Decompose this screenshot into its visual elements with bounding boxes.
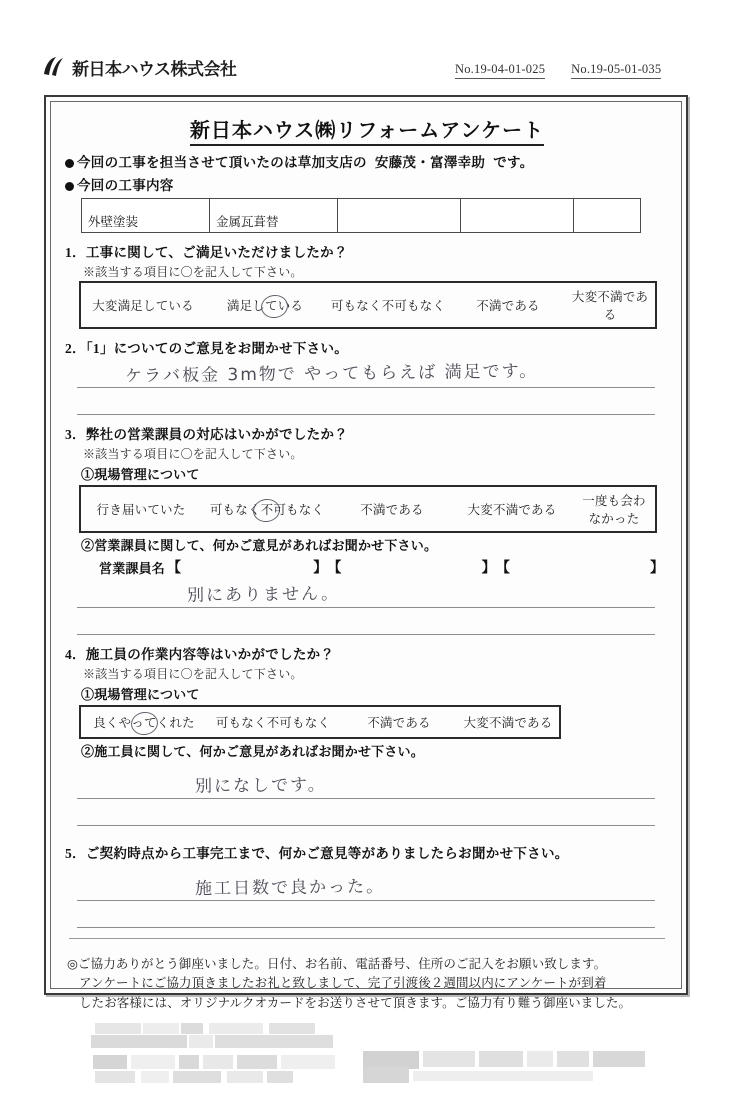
doc-number-left: No.19-04-01-025 (455, 62, 545, 79)
document-numbers (455, 62, 661, 79)
q3-option-2-label: 不満である (360, 503, 424, 517)
q4-option-2[interactable] (341, 709, 457, 735)
work-cell-1[interactable]: 外壁塗装 (82, 199, 210, 233)
question-3-write-area[interactable] (77, 581, 655, 635)
question-3-rating-table (79, 485, 657, 533)
q3-option-0-label: 行き届いていた (96, 503, 186, 517)
intro-prefix: 今回の工事を担当させて頂いたのは草加支店の (77, 155, 367, 170)
footer-note (67, 955, 671, 1013)
question-4-note: ※該当する項目に〇を記入して下さい。 (83, 667, 303, 681)
q1-option-2[interactable] (327, 285, 449, 325)
footer-line-3: したお客様には、オリジナルクオカードをお送りさせて頂きます。ご協力有り難う御座いました。 (79, 995, 632, 1010)
table-row (83, 489, 653, 529)
sales-staff-name-row (99, 557, 671, 577)
work-cell-4[interactable] (461, 199, 574, 233)
table-row (83, 285, 653, 325)
q1-option-3[interactable] (451, 285, 565, 325)
q4-option-1[interactable] (207, 709, 339, 735)
q1-option-4[interactable] (567, 285, 653, 325)
question-1-note: ※該当する項目に〇を記入して下さい。 (83, 265, 303, 279)
write-line (77, 388, 655, 415)
bullet-dot-icon (65, 159, 74, 168)
sales-staff-name-field-3[interactable]: 【 】 (495, 561, 665, 576)
intro-line (65, 151, 671, 171)
q1-option-2-label: 可もなく不可もなく (330, 299, 446, 313)
work-cell-5[interactable] (574, 199, 641, 233)
footer-divider (69, 938, 665, 939)
question-4-write-area[interactable] (77, 772, 655, 826)
page-title-text: 新日本ハウス㈱リフォームアンケート (190, 120, 544, 146)
q3-option-3[interactable] (451, 489, 573, 529)
sales-staff-name-field-2[interactable]: 【 】 (327, 561, 496, 576)
write-line (77, 772, 655, 799)
masthead (0, 0, 730, 92)
table-row (83, 709, 557, 735)
footer-line-1: ◎ご協力ありがとう御座いました。日付、お名前、電話番号、住所のご記入をお願い致します。 (67, 957, 607, 971)
question-4-answer: 別になしです。 (194, 775, 327, 797)
question-3-subheading-2: ②営業課員に関して、何かご意見があればお聞かせ下さい。 (81, 538, 438, 553)
question-3-subheading-1: ①現場管理について (81, 467, 200, 482)
work-cell-3[interactable] (338, 199, 461, 233)
footer-line-2: アンケートにご協力頂きましたお礼と致しまして、完了引渡後２週間以内にアンケートが到着 (79, 976, 607, 991)
q3-option-3-label: 大変不満である (467, 503, 557, 517)
write-line (77, 608, 655, 635)
question-4-heading: 4．施工員の作業内容等はいかがでしたか？ (65, 647, 335, 662)
bullet-dot-icon (65, 182, 74, 191)
question-4-subheading-1: ①現場管理について (81, 687, 200, 702)
q3-option-1[interactable] (201, 489, 333, 529)
q1-option-0-label: 大変満足している (92, 299, 194, 313)
question-3-note: ※該当する項目に〇を記入して下さい。 (83, 447, 303, 461)
question-3-heading: 3．弊社の営業課員の対応はいかがでしたか？ (65, 427, 349, 442)
work-content-label-text: 今回の工事内容 (77, 178, 174, 193)
intro-staff-names: 安藤茂・富澤幸助 (374, 155, 486, 170)
question-2-write-area[interactable] (77, 361, 655, 415)
form-content (63, 108, 671, 1093)
q3-option-4[interactable] (575, 489, 653, 529)
q4-option-1-label: 可もなく不可もなく (215, 716, 331, 730)
write-line (77, 901, 655, 928)
q3-option-0[interactable] (83, 489, 199, 529)
question-1-heading: 1．工事に関して、ご満足いただけましたか？ (65, 245, 348, 260)
company-name: 新日本ハウス株式会社 (72, 59, 237, 80)
q4-option-3-label: 大変不満である (463, 716, 553, 730)
write-line (77, 581, 655, 608)
sales-staff-name-field-1[interactable]: 【 】 (167, 561, 328, 576)
company-logo-icon (40, 54, 66, 80)
question-3-answer: 別にありません。 (186, 584, 341, 606)
q1-option-1-label: 満足している (226, 299, 304, 313)
question-4-subheading-2: ②施工員に関して、何かご意見があればお聞かせ下さい。 (81, 744, 424, 759)
q4-option-0-label: 良くやってくれた (93, 716, 195, 730)
q1-option-0[interactable] (83, 285, 203, 325)
q3-option-2[interactable] (335, 489, 449, 529)
q1-option-4-label: 大変不満である (571, 290, 649, 322)
work-cell-2[interactable]: 金属瓦葺替 (210, 199, 338, 233)
question-1-rating-table (79, 281, 657, 329)
doc-number-right: No.19-05-01-035 (571, 62, 661, 79)
work-content-table (81, 198, 641, 233)
q3-option-1-label: 可もなく不可もなく (209, 503, 325, 517)
q4-option-0[interactable] (83, 709, 205, 735)
q4-option-2-label: 不満である (367, 716, 431, 730)
q3-option-4-label: 一度も会わなかった (582, 494, 646, 526)
q1-option-1[interactable] (205, 285, 325, 325)
page-inner-border (50, 101, 682, 1010)
intro-suffix: です。 (493, 155, 534, 170)
q4-option-3[interactable] (459, 709, 557, 735)
q1-option-3-label: 不満である (476, 299, 540, 313)
page-title (63, 114, 671, 143)
question-5-answer: 施工日数で良かった。 (194, 876, 386, 900)
write-line (77, 799, 655, 826)
table-row (82, 199, 641, 233)
survey-form-page (44, 95, 688, 1010)
company-logo-block (40, 54, 237, 80)
question-4-rating-table (79, 705, 561, 739)
question-2-heading: 2．「1」についてのご意見をお聞かせ下さい。 (65, 341, 349, 356)
work-content-label (65, 174, 671, 194)
sales-staff-name-label: 営業課員名 (99, 560, 166, 576)
question-5-write-area[interactable] (77, 874, 655, 928)
question-5-heading: 5．ご契約時点から工事完工まで、何かご意見等がありましたらお聞かせ下さい。 (65, 846, 569, 861)
question-2-answer: ケラバ板金 3m物で やってもらえば 満足です。 (124, 361, 539, 387)
